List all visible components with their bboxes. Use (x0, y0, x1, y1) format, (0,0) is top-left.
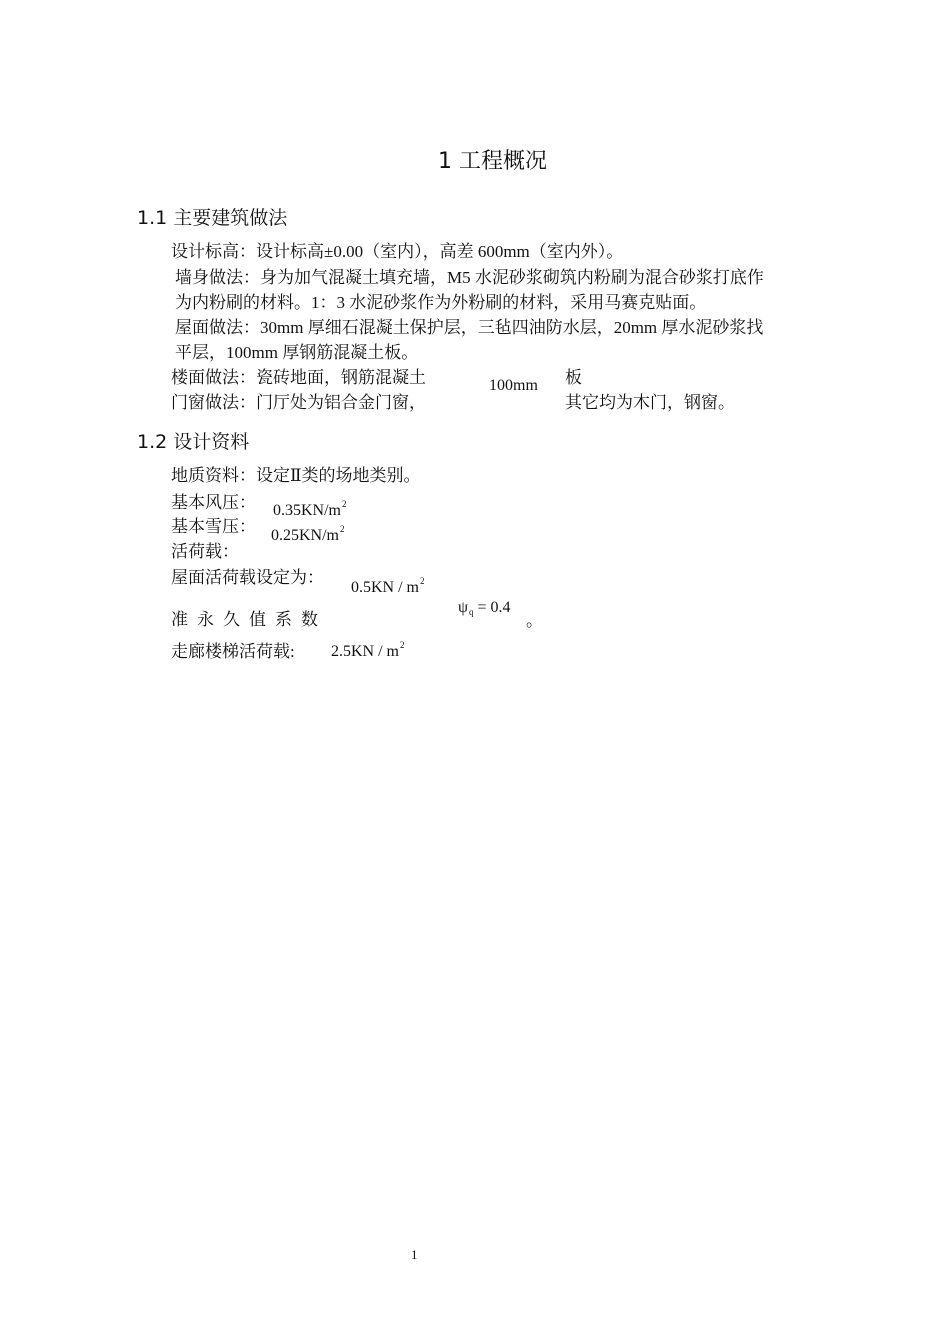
wind-pressure-value: $0.35KN/m^2$ (273, 499, 347, 519)
page-title: 1 工程概况 (438, 149, 547, 174)
corridor-stair-live-load-value: $2.5KN / m^2$ (331, 640, 405, 660)
roof-live-load-label: 屋面活荷载设定为： (171, 568, 324, 587)
wall-method-line-2: 为内粉刷的材料。1：3 水泥砂浆作为外粉刷的材料，采用马赛克贴面。 (175, 293, 707, 312)
roof-method-line-2: 平层，100mm 厚钢筋混凝土板。 (175, 343, 419, 362)
page-number: 1 (411, 1247, 418, 1262)
corridor-stair-live-load-label: 走廊楼梯活荷载: (171, 642, 295, 661)
live-load-label: 活荷载： (171, 542, 239, 561)
floor-thickness-value: 100mm (489, 377, 538, 394)
roof-live-load-value: $0.5KN / m^2$ (351, 576, 425, 596)
section-heading-1-2: 1.2 设计资料 (137, 431, 250, 453)
snow-pressure-label: 基本雪压： (171, 517, 256, 536)
psi-q-formula: $\psi_q = 0.4$ (458, 599, 511, 617)
door-window-method-text: 门窗做法：门厅处为铝合金门窗， (171, 393, 426, 412)
geology-text: 地质资料：设定Ⅱ类的场地类别。 (171, 466, 421, 485)
wall-method-line-1: 墙身做法：身为加气混凝土填充墙，M5 水泥砂浆砌筑内粉刷为混合砂浆打底作 (175, 268, 764, 287)
door-window-method-rest: 其它均为木门，钢窗。 (565, 393, 735, 412)
floor-method-text: 楼面做法：瓷砖地面，钢筋混凝土 (171, 368, 426, 387)
quasi-permanent-coefficient-label: 准永久值系数 (171, 610, 327, 629)
wind-pressure-label: 基本风压： (171, 493, 256, 512)
psi-q-period: 。 (526, 611, 543, 630)
snow-pressure-value: $0.25KN/m^2$ (271, 524, 345, 544)
design-elevation-text: 设计标高：设计标高±0.00（室内），高差 600mm（室内外）。 (171, 242, 624, 261)
section-heading-1-1: 1.1 主要建筑做法 (137, 207, 288, 229)
roof-method-line-1: 屋面做法：30mm 厚细石混凝土保护层，三毡四油防水层，20mm 厚水泥砂浆找 (175, 318, 764, 337)
floor-method-slab: 板 (565, 368, 582, 387)
